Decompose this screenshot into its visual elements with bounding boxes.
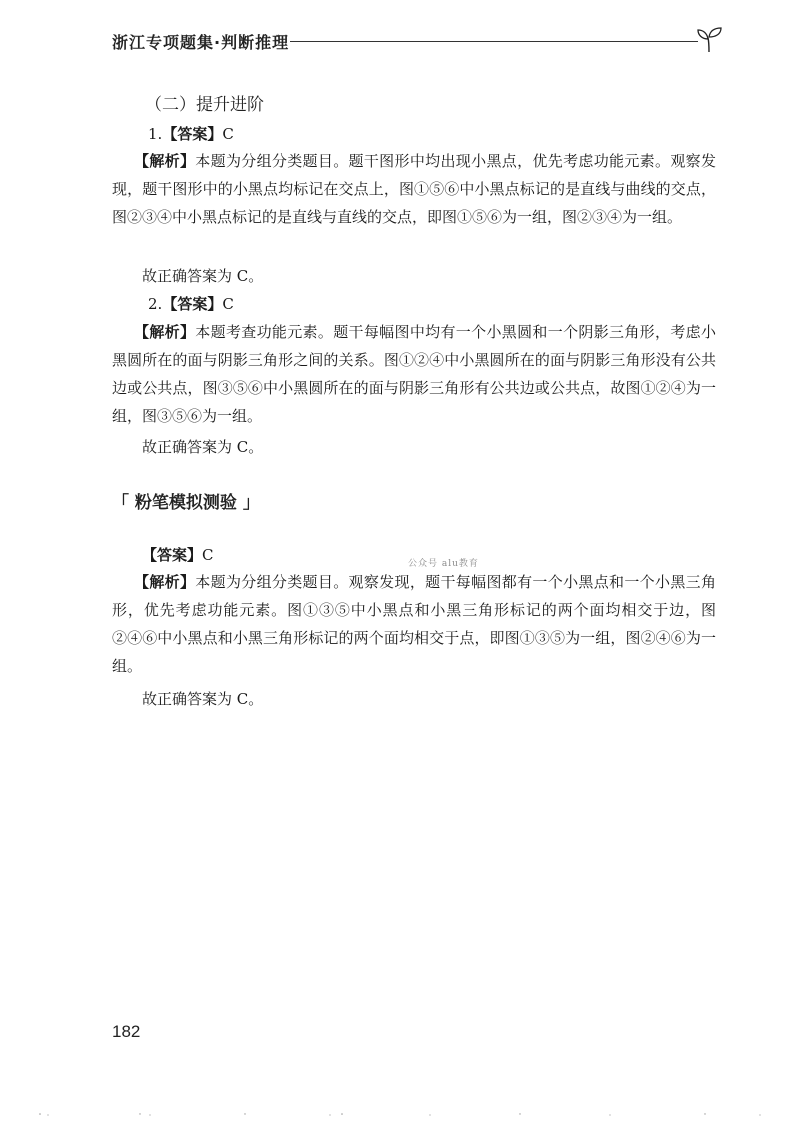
q1-answer-value: C [222, 125, 234, 143]
q2-answer-value: C [222, 295, 234, 313]
mock-test-title: 「 粉笔模拟测验 」 [112, 493, 260, 513]
q1-answer-line [148, 124, 234, 144]
mock-analysis-text: 本题为分组分类题目。观察发现，题干每幅图都有一个小黑点和一个小黑三角形，优先考虑功能元素。图①③⑤中小黑点和小黑三角形标记的两个面均相交于边，图②④⑥中小黑点和小黑三角形标记的两个面均相交于点，即图①③⑤为一组，图②④⑥为一组。 [112, 573, 716, 675]
header-title: 浙江专项题集·判断推理 [112, 33, 290, 52]
page-header [112, 24, 722, 60]
header-rule [290, 41, 698, 42]
page-number: 182 [112, 1022, 141, 1041]
q1-analysis [112, 147, 716, 231]
q2-analysis-tag: 【解析】 [134, 323, 196, 341]
mock-answer-value: C [202, 546, 214, 564]
q2-analysis-text: 本题考查功能元素。题干每幅图中均有一个小黑圆和一个阴影三角形，考虑小黑圆所在的面与阴影三角形之间的关系。图①②④中小黑圆所在的面与阴影三角形没有公共边或公共点，图③⑤⑥中小黑圆所在的面与阴影三角形有公共边或公共点，故图①②④为一组，图③⑤⑥为一组。 [112, 323, 716, 425]
q1-conclusion: 故正确答案为 C。 [142, 267, 264, 285]
q1-analysis-text: 本题为分组分类题目。题干图形中均出现小黑点，优先考虑功能元素。观察发现，题干图形中的小黑点均标记在交点上，图①⑤⑥中小黑点标记的是直线与曲线的交点，图②③④中小黑点标记的是直线与直线的交点，即图①⑤⑥为一组，图②③④为一组。 [112, 152, 716, 226]
q2-answer-tag: 【答案】 [162, 295, 223, 313]
q1-number: 1. [148, 125, 163, 143]
mock-answer-tag: 【答案】 [142, 546, 203, 564]
watermark: 公众号 alu教育 [408, 559, 479, 569]
q2-number: 2. [148, 295, 163, 313]
section-title: （二）提升进阶 [145, 95, 264, 115]
q1-answer-tag: 【答案】 [162, 125, 223, 143]
q2-answer-line [148, 294, 234, 314]
mock-analysis-tag: 【解析】 [134, 573, 196, 591]
q1-analysis-tag: 【解析】 [134, 152, 196, 170]
mock-conclusion: 故正确答案为 C。 [142, 690, 264, 708]
q2-conclusion: 故正确答案为 C。 [142, 438, 264, 456]
scan-noise [0, 1110, 800, 1120]
mock-analysis [112, 568, 716, 680]
sprout-icon [694, 24, 724, 54]
q2-analysis [112, 318, 716, 430]
mock-answer-line [142, 545, 214, 565]
